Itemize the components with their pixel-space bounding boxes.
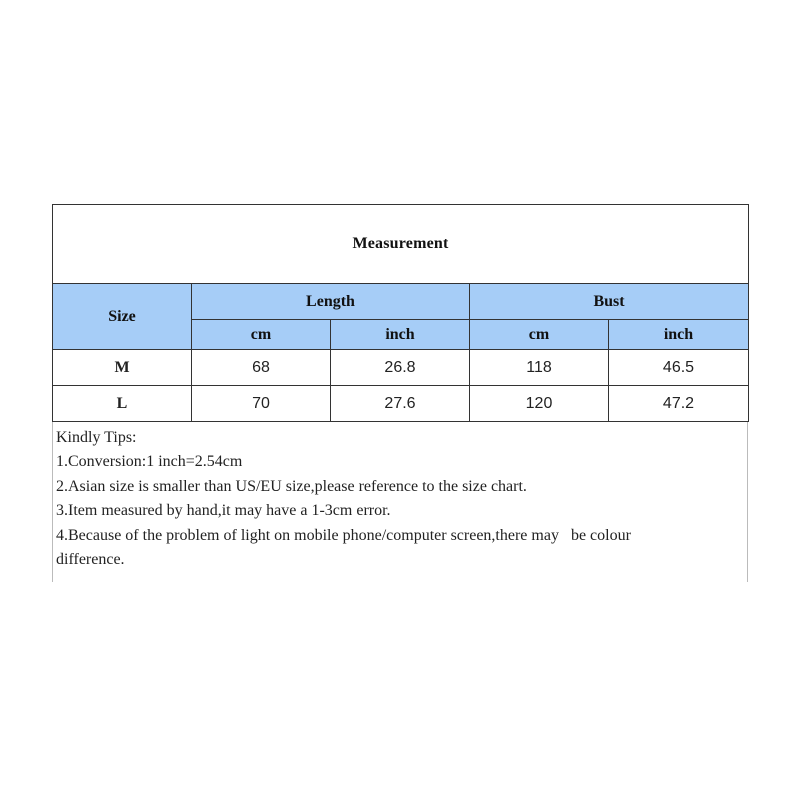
- tips-heading: Kindly Tips:: [56, 429, 137, 446]
- length-inch-header: inch: [331, 320, 470, 350]
- tip-line: 4.Because of the problem of light on mobile phone/computer screen,there may be colour: [56, 526, 631, 544]
- bust-inch-cell: 46.5: [609, 350, 749, 386]
- tip-line: 3.Item measured by hand,it may have a 1-3cm error.: [56, 502, 391, 520]
- tip-line: difference.: [56, 551, 125, 569]
- table-row: [53, 386, 749, 422]
- length-inch-cell: 27.6: [331, 386, 470, 422]
- size-cell: L: [53, 386, 192, 422]
- size-cell: M: [53, 350, 192, 386]
- size-chart: [52, 204, 748, 582]
- length-group-header: Length: [192, 284, 470, 320]
- bust-cm-cell: 118: [470, 350, 609, 386]
- length-cm-cell: 70: [192, 386, 331, 422]
- bust-group-header: Bust: [470, 284, 749, 320]
- measurement-table: [52, 204, 749, 422]
- table-row: [53, 350, 749, 386]
- tip-line: 1.Conversion:1 inch=2.54cm: [56, 453, 243, 471]
- table-title: Measurement: [53, 205, 749, 284]
- length-cm-header: cm: [192, 320, 331, 350]
- bust-inch-header: inch: [609, 320, 749, 350]
- bust-cm-header: cm: [470, 320, 609, 350]
- bust-inch-cell: 47.2: [609, 386, 749, 422]
- tips-section: [52, 422, 748, 582]
- length-cm-cell: 68: [192, 350, 331, 386]
- tip-line: 2.Asian size is smaller than US/EU size,please reference to the size chart.: [56, 477, 527, 495]
- bust-cm-cell: 120: [470, 386, 609, 422]
- size-column-header: Size: [53, 284, 192, 350]
- length-inch-cell: 26.8: [331, 350, 470, 386]
